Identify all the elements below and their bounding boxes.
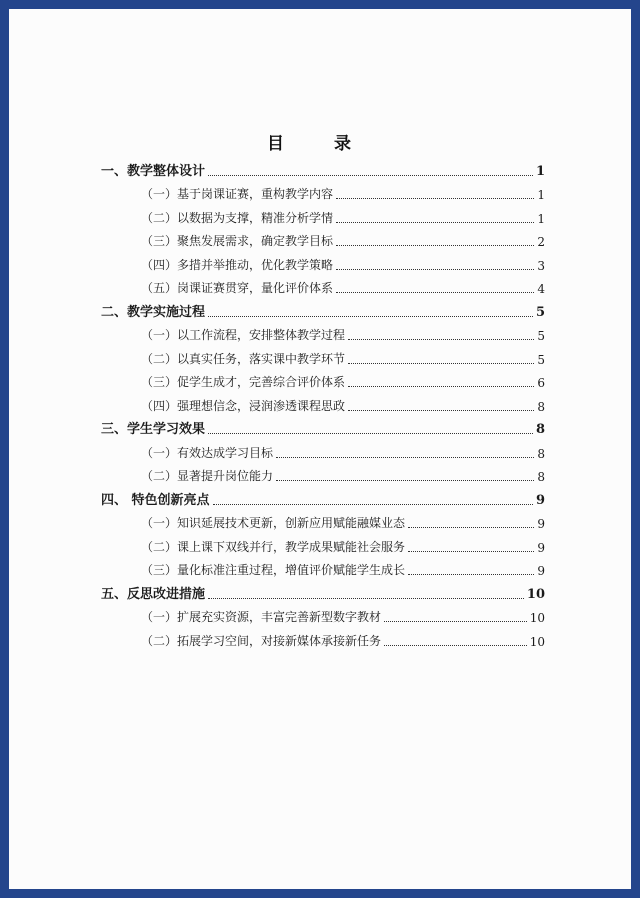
- toc-page-number: 8: [537, 446, 545, 461]
- dot-leader: [276, 457, 534, 458]
- toc-entry-label: （五）岗课证赛贯穿，量化评价体系: [141, 281, 334, 295]
- toc-entry-label: （一）扩展充实资源，丰富完善新型数字教材: [141, 610, 382, 624]
- toc-subsection-entry[interactable]: [101, 461, 545, 485]
- dot-leader: [336, 269, 534, 270]
- document-page: [9, 9, 631, 889]
- toc-page-number: 9: [537, 517, 545, 531]
- toc-section-entry[interactable]: [101, 484, 545, 508]
- toc-page-number: 1: [537, 188, 545, 202]
- toc-entry-label: （四）强理想信念，浸润渗透课程思政: [141, 398, 346, 413]
- toc-entry-label: （一）以工作流程，安排整体教学过程: [141, 328, 346, 342]
- toc-page-number: 6: [537, 376, 545, 390]
- dot-leader: [384, 645, 527, 646]
- dot-leader: [348, 386, 534, 387]
- dot-leader: [348, 410, 534, 411]
- toc-page-number: 5: [535, 304, 545, 320]
- toc-subsection-entry[interactable]: [101, 249, 545, 273]
- toc-subsection-entry[interactable]: [101, 390, 545, 414]
- toc-page-number: 10: [529, 634, 545, 649]
- toc-subsection-entry[interactable]: [101, 555, 545, 579]
- dot-leader: [208, 433, 533, 434]
- toc-subsection-entry[interactable]: [101, 273, 545, 297]
- toc-entry-label: （四）多措并举推动，优化教学策略: [141, 257, 334, 272]
- toc-entry-label: 四、 特色创新亮点: [101, 492, 210, 508]
- toc-subsection-entry[interactable]: [101, 625, 545, 649]
- toc-entry-label: （一）基于岗课证赛，重构教学内容: [141, 187, 334, 201]
- toc-page-number: 8: [537, 399, 545, 414]
- dot-leader: [336, 222, 534, 223]
- toc-page-number: 3: [537, 258, 545, 273]
- toc-entry-label: （二）以真实任务，落实课中教学环节: [141, 351, 346, 366]
- toc-section-entry[interactable]: [101, 414, 545, 438]
- toc-page-number: 9: [537, 540, 545, 555]
- dot-leader: [208, 175, 533, 176]
- toc-entry-label: （一）知识延展技术更新，创新应用赋能融媒业态: [141, 516, 406, 530]
- dot-leader: [408, 527, 534, 528]
- dot-leader: [384, 621, 527, 622]
- toc-subsection-entry[interactable]: [101, 508, 545, 532]
- toc-entry-label: 三、学生学习效果: [101, 422, 206, 437]
- toc-entry-label: 五、反思改进措施: [101, 586, 206, 602]
- toc-subsection-entry[interactable]: [101, 531, 545, 555]
- dot-leader: [276, 480, 534, 481]
- toc-page-number: 2: [537, 235, 545, 249]
- dot-leader: [208, 316, 533, 317]
- toc-section-entry[interactable]: [101, 578, 545, 602]
- toc-entry-label: （三）促学生成才，完善综合评价体系: [141, 375, 346, 389]
- toc-subsection-entry[interactable]: [101, 320, 545, 344]
- toc-subsection-entry[interactable]: [101, 179, 545, 203]
- toc-entry-label: 一、教学整体设计: [101, 163, 206, 179]
- toc-subsection-entry[interactable]: [101, 437, 545, 461]
- toc-entry-label: （一）有效达成学习目标: [141, 445, 274, 460]
- toc-section-entry[interactable]: [101, 155, 545, 179]
- dot-leader: [213, 504, 533, 505]
- toc-page-number: 9: [537, 564, 545, 578]
- toc-subsection-entry[interactable]: [101, 202, 545, 226]
- dot-leader: [408, 551, 534, 552]
- toc-page-number: 8: [535, 422, 545, 437]
- toc-page-number: 9: [535, 492, 545, 508]
- toc-page-number: 10: [529, 611, 545, 625]
- toc-page-number: 8: [537, 470, 545, 484]
- toc-page-number: 4: [537, 282, 545, 296]
- dot-leader: [336, 292, 534, 293]
- toc-subsection-entry[interactable]: [101, 602, 545, 626]
- toc-section-entry[interactable]: [101, 296, 545, 320]
- toc-entry-label: （三）量化标准注重过程，增值评价赋能学生成长: [141, 563, 406, 577]
- toc-subsection-entry[interactable]: [101, 226, 545, 250]
- toc-entry-label: （二）以数据为支撑，精准分析学情: [141, 210, 334, 225]
- toc-subsection-entry[interactable]: [101, 367, 545, 391]
- toc-entry-label: （二）拓展学习空间，对接新媒体承接新任务: [141, 633, 382, 648]
- toc-page-number: 1: [535, 163, 545, 179]
- dot-leader: [348, 363, 534, 364]
- dot-leader: [336, 198, 534, 199]
- page-title: 目 录: [267, 134, 373, 154]
- toc-page-number: 10: [526, 586, 545, 602]
- toc-entry-label: （三）聚焦发展需求，确定教学目标: [141, 234, 334, 248]
- dot-leader: [208, 598, 524, 599]
- dot-leader: [348, 339, 534, 340]
- toc-page-number: 1: [537, 211, 545, 226]
- dot-leader: [336, 245, 534, 246]
- toc-entry-label: （二）显著提升岗位能力: [141, 469, 274, 483]
- toc-entry-label: （二）课上课下双线并行，教学成果赋能社会服务: [141, 539, 406, 554]
- toc-subsection-entry[interactable]: [101, 343, 545, 367]
- dot-leader: [408, 574, 534, 575]
- toc-page-number: 5: [537, 329, 545, 343]
- toc-page-number: 5: [537, 352, 545, 367]
- table-of-contents: [101, 155, 545, 649]
- toc-entry-label: 二、教学实施过程: [101, 304, 206, 320]
